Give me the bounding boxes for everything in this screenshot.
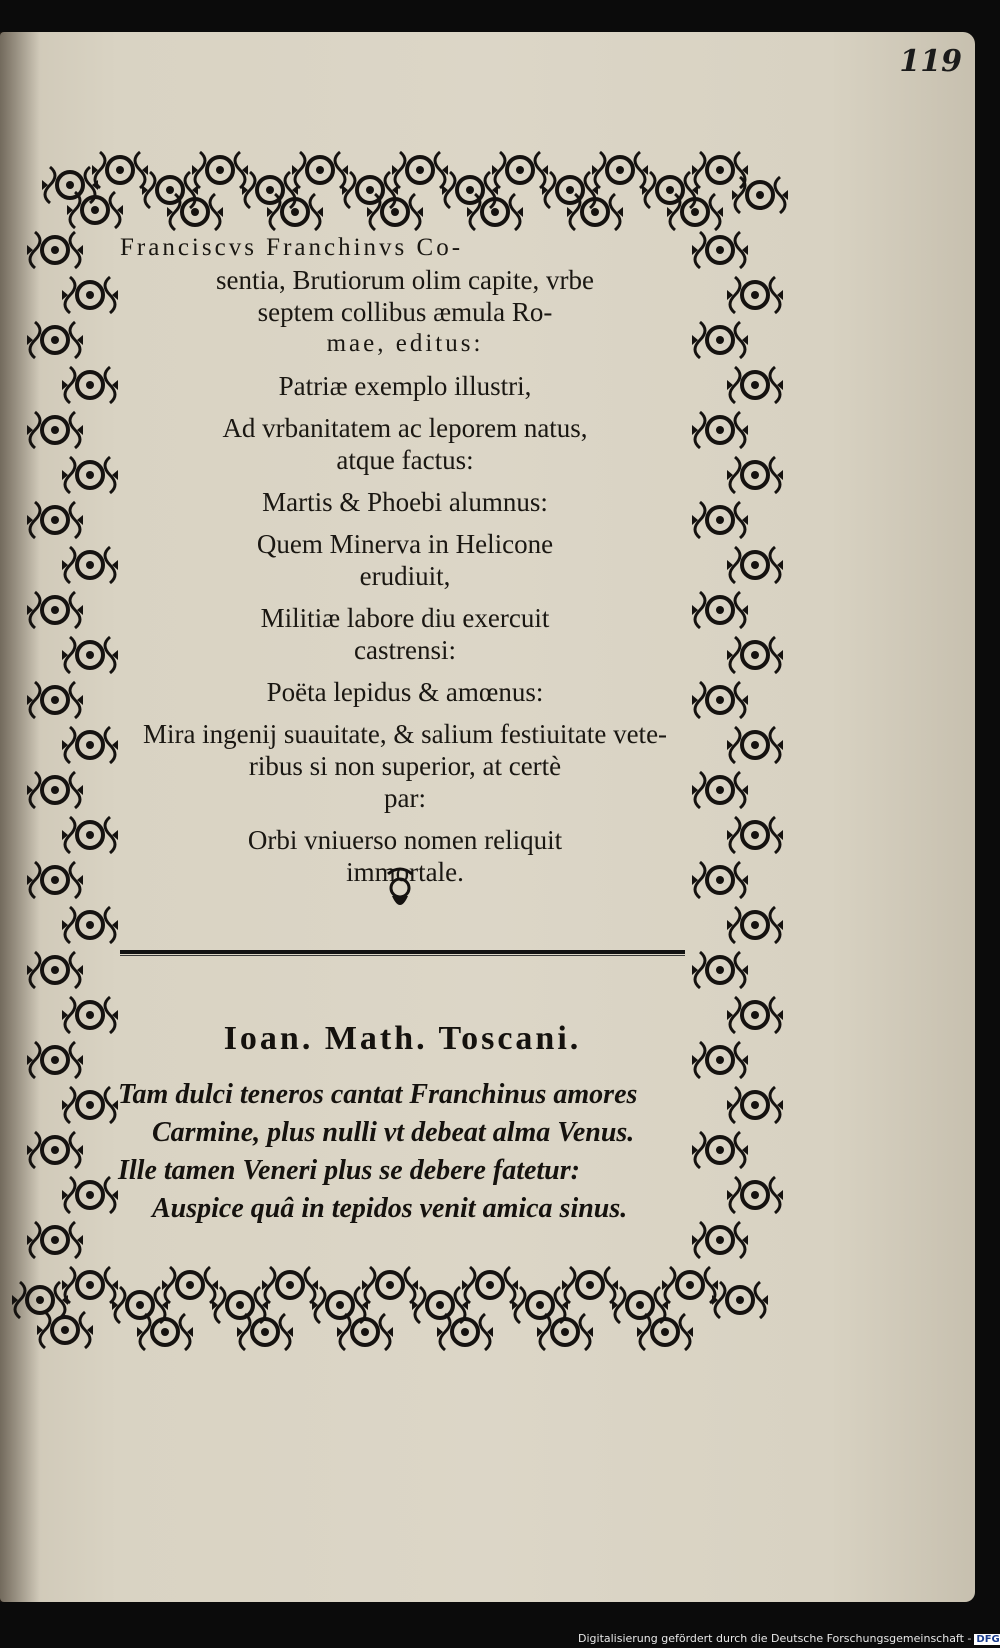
text-line: mae, editus: bbox=[326, 330, 484, 357]
digitization-credit bbox=[578, 1632, 1000, 1645]
text-line: Martis & Phoebi alumnus: bbox=[262, 487, 548, 517]
text-line: immortale. bbox=[346, 857, 464, 887]
heading-line-1: Franciscvs Franchinvs Co- bbox=[120, 234, 464, 261]
text-line: Ad vrbanitatem ac leporem natus, bbox=[222, 413, 588, 443]
text-line: septem collibus æmula Ro- bbox=[257, 297, 553, 327]
verse-line-2: Carmine, plus nulli vt debeat alma Venus. bbox=[152, 1117, 635, 1148]
verse-line-4: Auspice quâ in tepidos venit amica sinus. bbox=[152, 1193, 628, 1224]
border-bottom bbox=[12, 1267, 768, 1350]
credit-text: Digitalisierung gefördert durch die Deutsche Forschungsgemeinschaft - bbox=[578, 1632, 972, 1645]
text-line: sentia, Brutiorum olim capite, vrbe bbox=[216, 265, 594, 295]
page-number: 119 bbox=[899, 44, 962, 79]
text-line: castrensi: bbox=[354, 635, 456, 665]
dfg-logo: DFG bbox=[976, 1634, 1000, 1645]
verse-line-1: Tam dulci teneros cantat Franchinus amores bbox=[118, 1079, 638, 1110]
dedication-block bbox=[120, 232, 690, 888]
text-line: atque factus: bbox=[336, 445, 474, 475]
text-line: Militiæ labore diu exercuit bbox=[260, 603, 550, 633]
border-left bbox=[27, 232, 118, 1258]
text-line: Orbi vniuerso nomen reliquit bbox=[247, 825, 563, 855]
border-top bbox=[40, 140, 788, 230]
text-line: erudiuit, bbox=[359, 561, 451, 591]
verse-line-3: Ille tamen Veneri plus se debere fatetur: bbox=[118, 1155, 580, 1186]
epigram-title: Ioan. Math. Toscani. bbox=[223, 1020, 582, 1057]
text-line: Mira ingenij suauitate, & salium festiuitate vete- bbox=[142, 719, 668, 749]
text-line: Poëta lepidus & amœnus: bbox=[266, 677, 544, 707]
text-line: ribus si non superior, at certè bbox=[248, 751, 562, 781]
text-line: Quem Minerva in Helicone bbox=[256, 529, 554, 559]
text-line: par: bbox=[384, 783, 426, 813]
horizontal-rule-thin bbox=[120, 955, 685, 956]
fleuron-ornament bbox=[382, 866, 418, 914]
text-line: Patriæ exemplo illustri, bbox=[278, 371, 532, 401]
horizontal-rule bbox=[120, 950, 685, 954]
